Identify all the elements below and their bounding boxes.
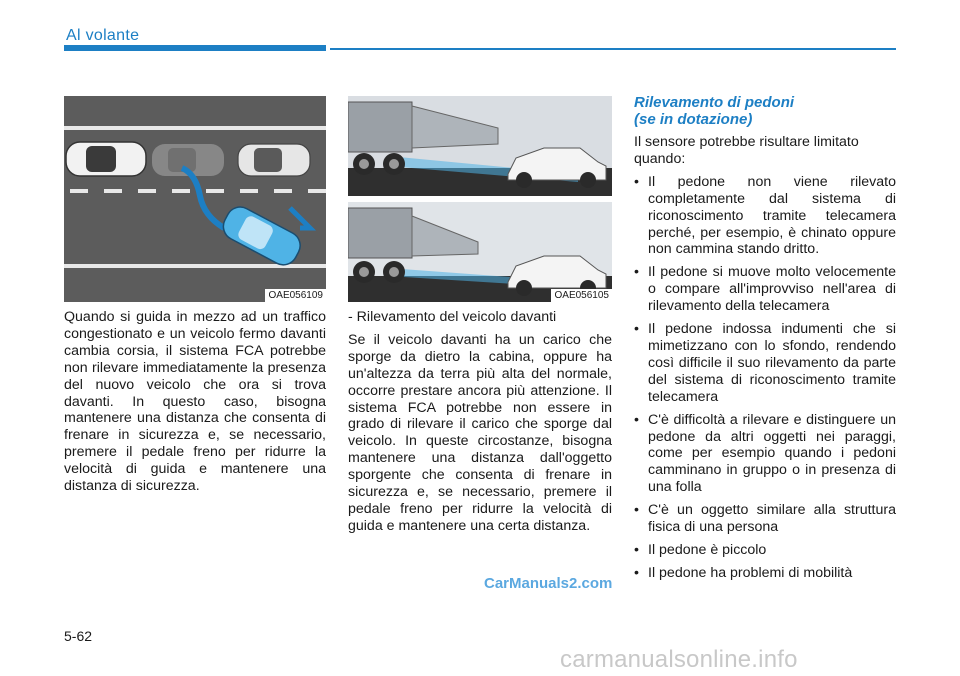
- car-behind-white: [238, 144, 310, 176]
- list-item: • Il pedone si muove molto velocemente o compare all'improvviso nell'area di rilevamento della telecamera: [634, 264, 896, 315]
- list-item: • Il pedone ha problemi di mobilità: [634, 565, 896, 582]
- figure-code: OAE056109: [265, 289, 327, 302]
- figure-lane-change: [64, 96, 326, 302]
- page-number: 5-62: [64, 628, 93, 644]
- lane-change-illustration: [64, 96, 326, 302]
- list-item: • Il pedone indossa indumenti che si mimetizzano con lo sfondo, rendendo così difficile il suo rilevamento da parte del sistema di riconoscimento tramite telecamera: [634, 321, 896, 406]
- header-rule-thick: [64, 45, 326, 51]
- figure-code: OAE056105: [551, 289, 613, 302]
- watermark-link[interactable]: CarManuals2.com: [484, 575, 613, 592]
- item-title: - Rilevamento del veicolo davanti: [348, 309, 557, 325]
- limitations-list: [634, 174, 896, 582]
- car-front-white: [66, 142, 146, 176]
- list-item: • Il pedone è piccolo: [634, 542, 896, 559]
- section-title: Al volante: [66, 27, 140, 44]
- paragraph-truck-load: Se il veicolo davanti ha un carico che sporge da dietro la cabina, oppure ha un'altezza da terra più alta del normale, occorre prestare ancora più attenzione. Il sistema FCA potrebbe non essere in grado di rilevare il carico che sporge dal veicolo. In queste circostanze, bisogna mantenere una distanza dall'oggetto sporgente che consenta di frenare in sicurezza e, se necessario, premere il pedale freno per ridurre la velocità di guida e mantenere una certa distanza.: [348, 331, 612, 534]
- list-item: • C'è un oggetto similare alla struttura fisica di una persona: [634, 502, 896, 536]
- list-item: • Il pedone non viene rilevato completamente dal sistema di riconoscimento tramite telecamera perché, per esempio, è chinato oppure non cammina stando dritto.: [634, 174, 896, 259]
- figure-truck-load: [348, 96, 612, 302]
- title-line-1: Rilevamento di pedoni: [634, 94, 795, 111]
- paragraph-lane-change: Quando si guida in mezzo ad un traffico congestionato e un veicolo fermo davanti cambia corsia, il sistema FCA potrebbe non rilevare immediatamente la presenza del nuovo veicolo che ora si trova davanti. In questo caso, bisogna mantenere una distanza che consenta di frenare in sicurezza e, se necessario, premere il pedale freno per ridurre la velocità di guida e mantenere una distanza di sicurezza.: [64, 309, 326, 495]
- column-1: [64, 309, 326, 501]
- pedestrian-section-title: [634, 94, 896, 128]
- footer-site-link[interactable]: carmanualsonline.info: [560, 646, 798, 673]
- column-2: [348, 309, 612, 541]
- title-line-2: (se in dotazione): [634, 111, 753, 128]
- intro-text: Il sensore potrebbe risultare limitato quando:: [634, 134, 859, 167]
- list-item: • C'è difficoltà a rilevare e distinguere un pedone da altri oggetti nei paraggi, come per esempio quando i pedoni camminano in gruppo o in presenza di una folla: [634, 412, 896, 497]
- truck-load-illustration: [348, 96, 612, 302]
- column-3: [634, 94, 896, 588]
- header-rule-thin: [330, 48, 896, 50]
